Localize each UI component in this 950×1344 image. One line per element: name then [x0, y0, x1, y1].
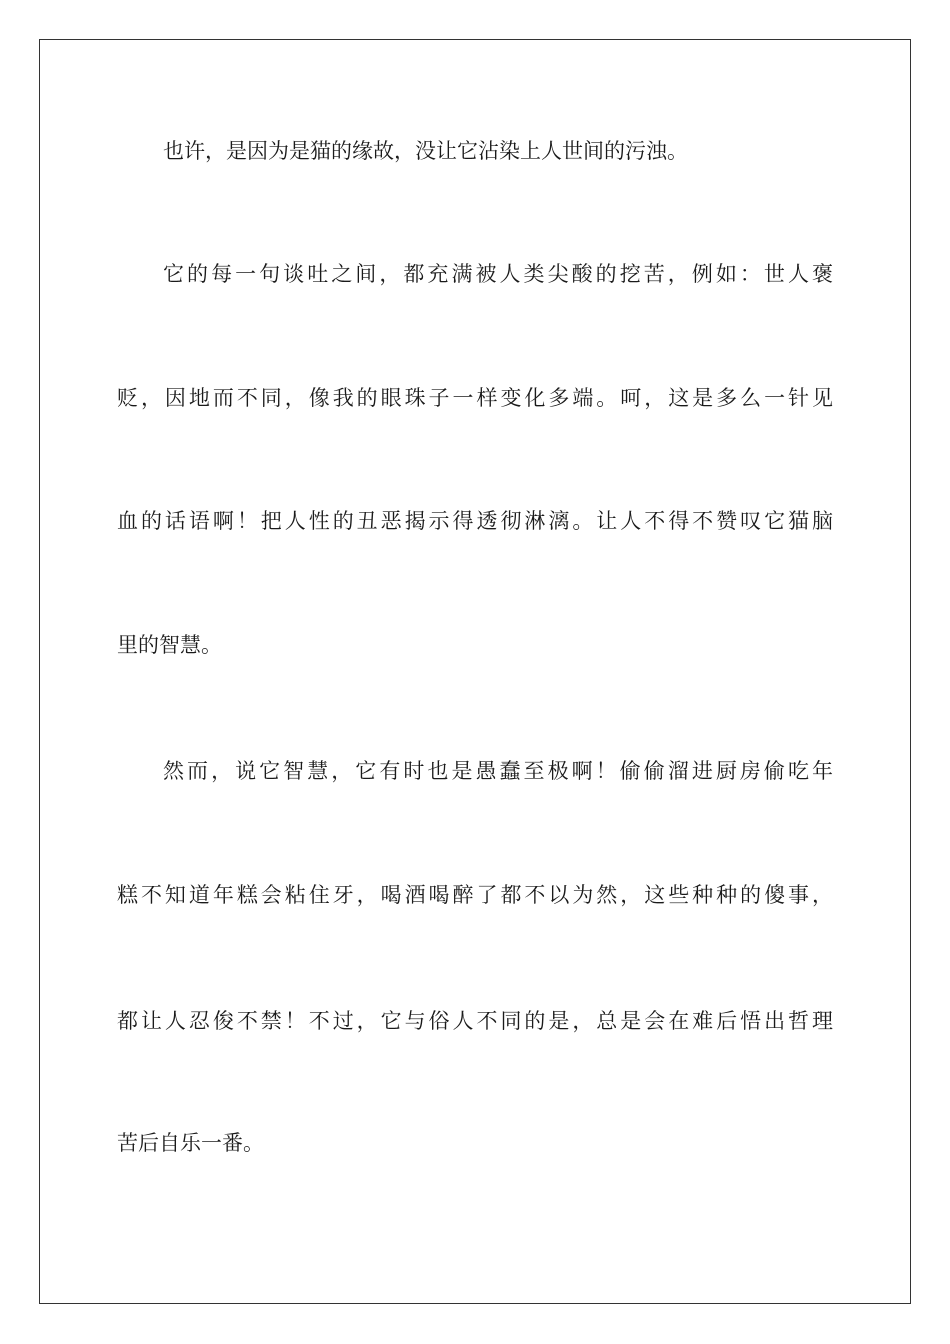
paragraph-line: 里的智慧。 — [117, 633, 222, 657]
paragraph-line: 也许，是因为是猫的缘故，没让它沾染上人世间的污浊。 — [163, 139, 688, 163]
paragraph-line: 血的话语啊！把人性的丑恶揭示得透彻淋漓。让人不得不赞叹它猫脑 — [117, 509, 833, 533]
paragraph-line: 它的每一句谈吐之间，都充满被人类尖酸的挖苦，例如：世人褒 — [163, 262, 833, 286]
paragraph-line: 贬，因地而不同，像我的眼珠子一样变化多端。呵，这是多么一针见 — [117, 386, 833, 410]
paragraph-line: 糕不知道年糕会粘住牙，喝酒喝醉了都不以为然，这些种种的傻事， — [117, 883, 833, 907]
document-page — [39, 39, 911, 1304]
paragraph-line: 都让人忍俊不禁！不过，它与俗人不同的是，总是会在难后悟出哲理 — [117, 1009, 833, 1033]
paragraph-line: 然而，说它智慧，它有时也是愚蠢至极啊！偷偷溜进厨房偷吃年 — [163, 759, 833, 783]
paragraph-line: 苦后自乐一番。 — [117, 1131, 264, 1155]
